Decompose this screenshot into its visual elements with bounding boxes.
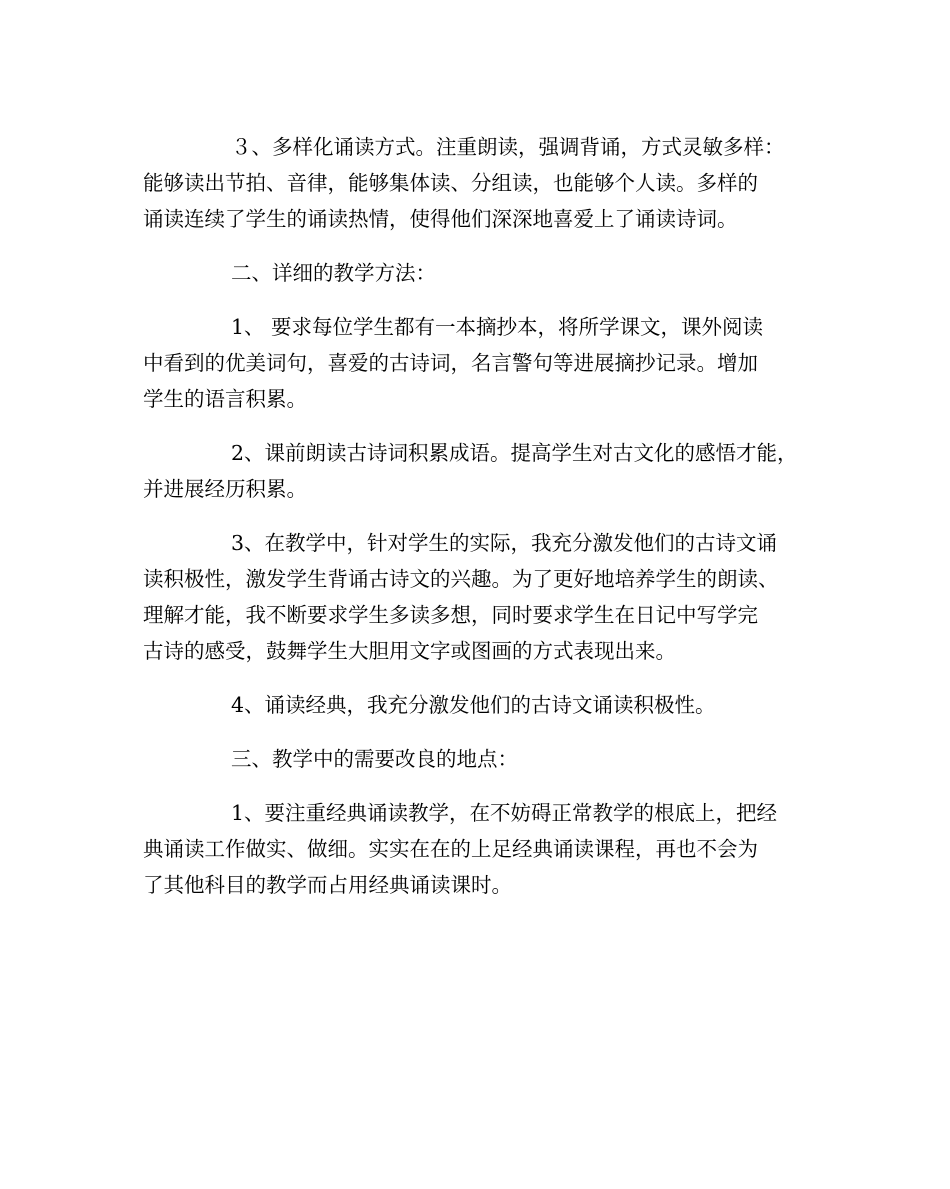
text-line: 了其他科目的教学而占用经典诵读课时。 [143,873,512,897]
text-line: 古诗的感受，鼓舞学生大胆用文字或图画的方式表现出来。 [143,639,676,663]
text-line: 2、课前朗读古诗词积累成语。提高学生对古文化的感悟才能， [231,441,798,465]
text-line: 典诵读工作做实、做细。实实在在的上足经典诵读课程，再也不会为 [143,837,758,861]
text-line: 1、要注重经典诵读教学，在不妨碍正常教学的根底上，把经 [231,801,778,825]
text-line: 学生的语言积累。 [143,387,307,411]
text-line: 读积极性，激发学生背诵古诗文的兴趣。为了更好地培养学生的朗读、 [143,567,779,591]
heading-line: 三、教学中的需要改良的地点： [231,747,518,771]
text-line: 理解才能，我不断要求学生多读多想，同时要求学生在日记中写学完 [143,603,758,627]
text-line: 并进展经历积累。 [143,477,307,501]
section-heading-teaching-methods [143,255,823,291]
text-line: 3、在教学中，针对学生的实际，我充分激发他们的古诗文诵 [231,531,778,555]
text-line: 4、诵读经典，我充分激发他们的古诗文诵读积极性。 [231,693,716,717]
text-line: 能够读出节拍、音律，能够集体读、分组读，也能够个人读。多样的 [143,171,758,195]
text-line: 中看到的优美词句，喜爱的古诗词，名言警句等进展摘抄记录。增加 [143,351,758,375]
paragraph-pre-class-reading [143,435,823,507]
paragraph-reading-methods [143,129,823,237]
paragraph-excerpt-notebook [143,309,823,417]
paragraph-classics-teaching [143,795,823,903]
document-body [143,129,823,921]
text-line: 1、 要求每位学生都有一本摘抄本，将所学课文，课外阅读 [231,315,764,339]
text-line: 诵读连续了学生的诵读热情，使得他们深深地喜爱上了诵读诗词。 [143,207,738,231]
section-heading-improvements [143,741,823,777]
text-line: ３、多样化诵读方式。注重朗读，强调背诵，方式灵敏多样： [231,135,785,159]
heading-line: 二、详细的教学方法： [231,261,436,285]
paragraph-classroom-teaching [143,525,823,669]
paragraph-classics-reading [143,687,823,723]
